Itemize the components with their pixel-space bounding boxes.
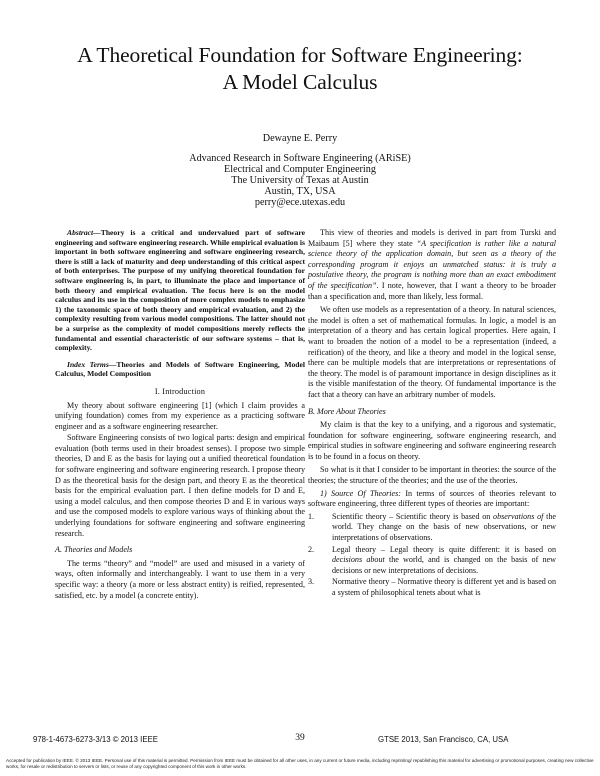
footer-venue: GTSE 2013, San Francisco, CA, USA — [378, 735, 509, 744]
paper-title-line1: A Theoretical Foundation for Software Engineering: — [77, 43, 523, 67]
index-terms-text: —Theories and Models of Software Engineering, Model Calculus, Model Composition — [55, 359, 305, 379]
source-of-theories-label: 1) Source Of Theories: — [320, 488, 401, 498]
list-item — [308, 545, 556, 577]
right-paragraph-1-lead: This view of theories and models is derived in part from Turski and Maibaum [5] where they state — [308, 228, 556, 248]
right-column — [308, 228, 556, 600]
author-email: perry@ece.utexas.edu — [254, 197, 346, 208]
list-item-text-tail: the world. They change on the basis of new observations, or new interpretations of observations. — [332, 511, 556, 543]
intro-paragraph-1: My theory about software engineering [1] (which I claim provides a unifying foundation) comes from my experience as a practicing software engineer and as a software engineering researcher. — [55, 400, 305, 431]
subsection-heading-more-about-theories: B. More About Theories — [308, 406, 386, 416]
list-item-emphasis: decisions about — [332, 555, 385, 565]
theories-models-paragraph-1: The terms “theory” and “model” are used and misused in a variety of ways, often informally and interchangeably. I want to use them in a very specific way: a theory (a more or less abstract entity) is reified, represented, satisfied, etc. by a model (a concrete entity). — [55, 558, 305, 600]
section-heading-introduction: I. Introduction — [154, 386, 206, 396]
list-item-text-tail: the world, and is changed on the basis of new decisions or new interpretations of decisions. — [332, 555, 556, 575]
source-of-theories-paragraph — [308, 489, 556, 510]
source-of-theories-text: In terms of sources of theories relevant to software engineering, three different types of theories are important: — [308, 488, 557, 509]
author-affiliation-3: The University of Texas at Austin — [231, 175, 369, 186]
left-column — [55, 228, 305, 602]
author-affiliation-1: Advanced Research in Software Engineering (ARiSE) — [189, 153, 411, 164]
index-terms — [55, 360, 305, 379]
list-item-emphasis: observations of — [493, 511, 544, 521]
footer-isbn: 978-1-4673-6273-3/13 © 2013 IEEE — [33, 735, 158, 744]
right-paragraph-1 — [308, 228, 556, 302]
right-paragraph-2: We often use models as a representation of a theory. In natural sciences, the model is often a set of mathematical formulas. In logic, a model is an interpretation of a theory and has certain logical properties. Here again, I want to broaden the notion of a model to be a representation (indeed, a reification) of the theory, and like a theory and model in the logical sense, there can be multiple models that are interpretations or representations of the theory. The model is of paramount importance in design disciplines as it is the visible manifestation of the theory. Of fundamental importance is the fact that a theory can have an arbitrary number of models. — [308, 305, 556, 399]
intro-paragraph-2: Software Engineering consists of two logical parts: design and empirical evaluation (both terms used in their broadest senses). I propose two simple theories, D and E as the basis for laying out a unified theoretical foundation for software engineering and software engineering research. I propose theory D as the theoretical basis for the design part, and theory E as the theoretical basis for the empirical evaluation part. I then define models for D and E, using a model calculus, and then compose theories D and E in various ways and use the composed models to explore various ways of thinking about the underlying foundations for software engineering and software engineering research. — [55, 433, 305, 538]
subsection-heading-theories-models: A. Theories and Models — [55, 545, 133, 555]
list-item — [308, 577, 556, 598]
list-item-text: Normative theory – Normative theory is different yet and is based on a system of philosophical tenets about what is — [332, 577, 556, 597]
more-theories-paragraph-2: So what is it that I consider to be important in theories: the source of the theories; the structure of the theories; and the use of the theories. — [308, 465, 556, 486]
list-item-number: 3. — [308, 577, 315, 587]
list-item-number: 2. — [308, 544, 315, 554]
paper-title — [20, 42, 580, 96]
index-terms-label: Index Terms — [67, 359, 109, 369]
paper-title-line2: A Model Calculus — [222, 70, 378, 94]
right-paragraph-1-tail: . I note, however, that I want a theory to be broader than a specification and, more than likely, less formal. — [308, 280, 556, 301]
specification-quote: “A specification is rather like a natural science theory of the application domain, but seen as a theory of the corresponding program it enjoys an unmatched status: it is truly a postulative theory, the program is nothing more than an exact embodiment of the specification” — [308, 238, 556, 290]
author-affiliation-4: Austin, TX, USA — [264, 186, 336, 197]
page-number: 39 — [295, 733, 305, 743]
theory-types-list — [308, 512, 556, 599]
more-theories-paragraph-1: My claim is that the key to a unifying, and a rigorous and systematic, foundation for software engineering, software engineering research, and empirical studies in software engineering and software engineering research is to be found in a focus on theory. — [308, 420, 556, 461]
copyright-notice: Accepted for publication by IEEE. © 2013 IEEE. Personal use of this material is permitted. Permission from IEEE must be obtained for all other uses, in any current or future media, including reprinting/ republishing this material for advertising or promotional purposes, creating new collective works, for resale or redistribution to servers or lists, or reuse of any copyrighted component of this work in other works. — [6, 758, 594, 769]
list-item-text: Legal theory – Legal theory is quite different: it is based on — [332, 544, 556, 554]
author-affiliation-2: Electrical and Computer Engineering — [224, 164, 376, 175]
abstract-text: —Theory is a critical and undervalued part of software engineering and software engineering research. While empirical evaluation is important in both software engineering and software engineering research, there is still a lack of maturity and deep understanding of this critical aspect of both enterprises. The purpose of my unifying theoretical foundation for software engineering is, in part, to illuminate the place and importance of both theory and empirical evaluation. The focus here is on the model calculus and its use in the composition of more complex models to emphasize 1) the taxonomic space of both theory and empirical evaluation, and 2) the complexity resulting from various model compositions. The latter should not be a surprise as the complexity of model compositions merely reflects the fundamental and essential characteristic of our software systems – that is, complexity. — [55, 228, 305, 353]
list-item — [308, 512, 556, 544]
abstract — [55, 228, 305, 353]
list-item-text: Scientific theory – Scientific theory is based on — [332, 511, 494, 521]
author-name: Dewayne E. Perry — [262, 133, 338, 144]
list-item-number: 1. — [308, 511, 315, 521]
abstract-label: Abstract — [67, 228, 94, 237]
